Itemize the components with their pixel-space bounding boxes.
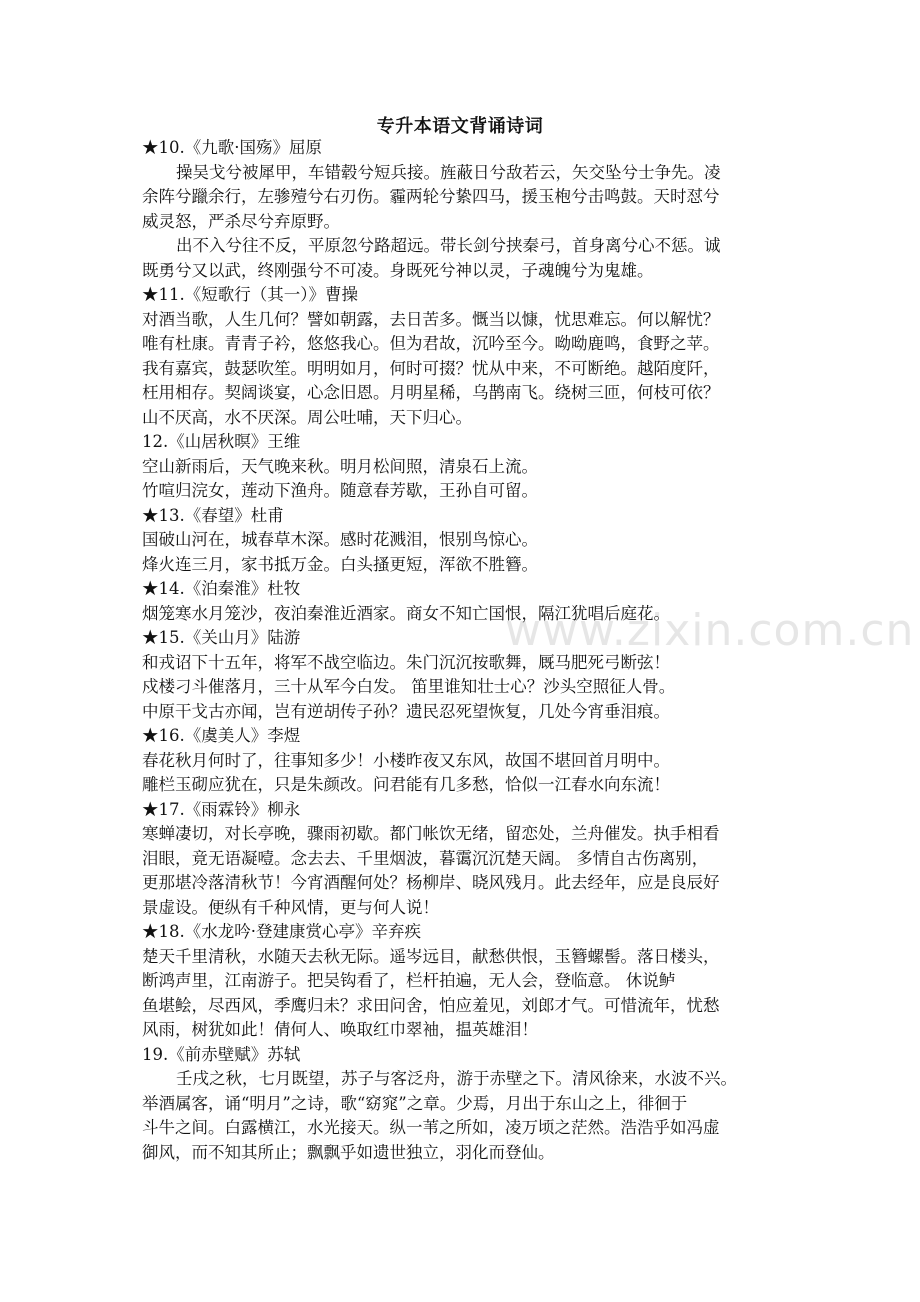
text-line: 举酒属客，诵“明月”之诗，歌“窈窕”之章。少焉，月出于东山之上，徘徊于 (142, 1093, 688, 1113)
poem-heading: ★10.《九歌·国殇》屈原 (142, 138, 322, 157)
text-line: 山不厌高，水不厌深。周公吐哺，天下归心。 (142, 407, 472, 427)
poem-heading: ★16.《虞美人》李煜 (142, 726, 301, 745)
poem-heading: ★14.《泊秦淮》杜牧 (142, 579, 301, 598)
poem-heading: ★11.《短歌行（其一）》曹操 (142, 285, 358, 304)
text-line: 鱼堪鲙，尽西风，季鹰归未？求田问舍，怕应羞见，刘郎才气。可惜流年，忧愁 (142, 995, 720, 1015)
poem-heading: ★15.《关山月》陆游 (142, 628, 301, 647)
text-line: 雕栏玉砌应犹在，只是朱颜改。问君能有几多愁，恰似一江春水向东流！ (142, 775, 670, 794)
text-line: 余阵兮躐余行，左骖殪兮右刃伤。霾两轮兮絷四马，援玉枹兮击鸣鼓。天时怼兮 (142, 187, 720, 206)
text-line: 和戎诏下十五年，将军不战空临边。朱门沉沉按歌舞，厩马肥死弓断弦！ (142, 652, 670, 672)
poem-heading: ★18.《水龙吟·登建康赏心亭》辛弃疾 (142, 922, 421, 941)
text-line: 戍楼刁斗催落月，三十从军今白发。 笛里谁知壮士心？沙头空照征人骨。 (142, 677, 676, 696)
text-line: 御风，而不知其所止；飘飘乎如遗世独立，羽化而登仙。 (142, 1142, 555, 1162)
poem-heading: ★17.《雨霖铃》柳永 (142, 799, 301, 819)
text-line: 风雨，树犹如此！倩何人、唤取红巾翠袖，揾英雄泪！ (142, 1020, 538, 1039)
text-line: 空山新雨后，天气晚来秋。明月松间照，清泉石上流。 (142, 456, 538, 476)
text-line: 操吴戈兮被犀甲，车错毂兮短兵接。旌蔽日兮敌若云，矢交坠兮士争先。凌 (176, 162, 721, 182)
text-line: 竹喧归浣女，莲动下渔舟。随意春芳歇，王孙自可留。 (142, 481, 538, 500)
text-line: 既勇兮又以武，终刚强兮不可凌。身既死兮神以灵，子魂魄兮为鬼雄。 (142, 260, 654, 280)
text-line: 断鸿声里，江南游子。把吴钩看了，栏杆拍遍，无人会，登临意。 休说鲈 (142, 971, 676, 990)
text-line: 我有嘉宾，鼓瑟吹笙。明明如月，何时可掇？忧从中来，不可断绝。越陌度阡， (142, 358, 720, 378)
document-title: 专升本语文背诵诗词 (376, 116, 544, 137)
text-line: 对酒当歌，人生几何？譬如朝露，去日苦多。慨当以慷，忧思难忘。何以解忧？ (142, 309, 720, 329)
watermark: www.zixin.com.cn (505, 605, 915, 656)
text-line: 唯有杜康。青青子衿，悠悠我心。但为君故，沉吟至今。呦呦鹿鸣，食野之苹。 (142, 334, 720, 353)
text-line: 景虚设。便纵有千种风情，更与何人说！ (142, 897, 439, 917)
text-line: 泪眼，竟无语凝噎。念去去、千里烟波，暮霭沉沉楚天阔。 多情自古伤离别， (142, 848, 709, 868)
text-line: 壬戌之秋，七月既望，苏子与客泛舟，游于赤壁之下。清风徐来，水波不兴。 (176, 1069, 737, 1088)
text-line: 出不入兮往不反，平原忽兮路超远。带长剑兮挟秦弓，首身离兮心不惩。诚 (176, 236, 721, 255)
text-line: 烽火连三月，家书抵万金。白头搔更短，浑欲不胜簪。 (142, 554, 538, 574)
poem-heading: 12.《山居秋暝》王维 (142, 432, 301, 451)
text-line: 枉用相存。契阔谈宴，心念旧恩。月明星稀，乌鹊南飞。绕树三匝，何枝可依？ (142, 383, 720, 402)
text-line: 中原干戈古亦闻，岂有逆胡传子孙？遗民忍死望恢复，几处今宵垂泪痕。 (142, 701, 670, 721)
text-line: 春花秋月何时了，往事知多少！小楼昨夜又东风，故国不堪回首月明中。 (142, 750, 670, 770)
text-line: 烟笼寒水月笼沙，夜泊秦淮近酒家。商女不知亡国恨，隔江犹唱后庭花。 (142, 603, 670, 623)
text-line: 斗牛之间。白露横江，水光接天。纵一苇之所如，凌万顷之茫然。浩浩乎如冯虚 (142, 1118, 720, 1137)
document-body (142, 136, 792, 1165)
text-line: 威灵怒，严杀尽兮弃原野。 (142, 211, 340, 231)
text-line: 楚天千里清秋，水随天去秋无际。遥岑远目，献愁供恨，玉簪螺髻。落日楼头， (142, 946, 720, 966)
text-line: 寒蝉凄切，对长亭晚，骤雨初歇。都门帐饮无绪，留恋处，兰舟催发。执手相看 (142, 824, 720, 843)
poem-heading: 19.《前赤壁赋》苏轼 (142, 1044, 301, 1064)
poem-heading: ★13.《春望》杜甫 (142, 505, 284, 525)
text-line: 更那堪冷落清秋节！今宵酒醒何处？杨柳岸、晓风残月。此去经年，应是良辰好 (142, 873, 720, 892)
text-line: 国破山河在，城春草木深。感时花溅泪，恨别鸟惊心。 (142, 530, 538, 549)
